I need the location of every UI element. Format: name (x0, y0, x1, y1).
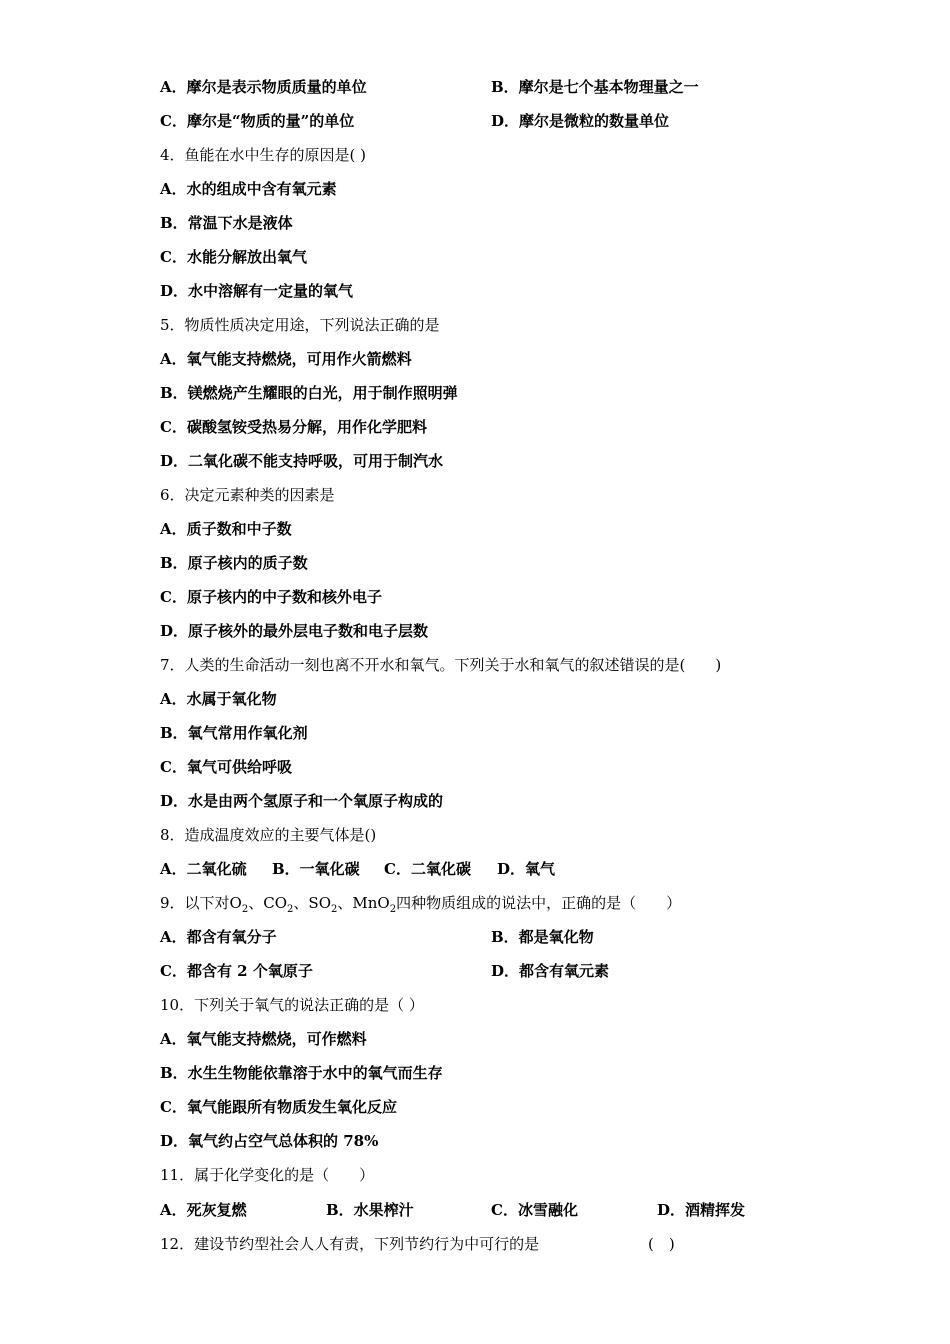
q12-stem-line (160, 1234, 675, 1254)
separator: 、 (248, 894, 264, 912)
q3-option-d: D．摩尔是微粒的数量单位 (491, 112, 670, 130)
q11-option-c: C．冰雪融化 (491, 1201, 578, 1219)
q6-option-c: C．原子核内的中子数和核外电子 (160, 588, 382, 606)
q5-option-d: D．二氧化碳不能支持呼吸，可用于制汽水 (160, 452, 444, 470)
q7-stem: 7．人类的生命活动一刻也离不开水和氧气。下列关于水和氧气的叙述错误的是( ) (160, 656, 722, 674)
q12-stem: 12．建设节约型社会人人有责，下列节约行为中可行的是 (160, 1235, 540, 1253)
q5-option-a: A．氧气能支持燃烧，可用作火箭燃料 (160, 350, 412, 368)
q8-option-c: C．二氧化碳 (384, 860, 471, 878)
formula-o2: $O_2$ (229, 894, 249, 915)
q8-option-a: A．二氧化硫 (160, 860, 247, 878)
q4-stem: 4．鱼能在水中生存的原因是( ) (160, 146, 367, 164)
q5-option-b: B．镁燃烧产生耀眼的白光，用于制作照明弹 (160, 384, 458, 402)
q5-option-c: C．碳酸氢铵受热易分解，用作化学肥料 (160, 418, 427, 436)
q11-option-a: A．死灰复燃 (160, 1201, 247, 1219)
q4-option-d: D．水中溶解有一定量的氧气 (160, 282, 354, 300)
q3-option-a: A．摩尔是表示物质质量的单位 (160, 78, 367, 96)
q6-option-d: D．原子核外的最外层电子数和电子层数 (160, 622, 429, 640)
formula-mno2: MnO$_2$ (352, 894, 397, 915)
q9-stem-suffix: 四种物质组成的说法中，正确的是（ ） (396, 894, 682, 912)
q9-option-a: A．都含有氧分子 (160, 928, 277, 946)
q6-option-b: B．原子核内的质子数 (160, 554, 308, 572)
q8-option-b: B．一氧化碳 (272, 860, 360, 878)
q9-option-c: C．都含有 2 个氧原子 (160, 962, 313, 980)
separator: 、 (293, 894, 309, 912)
q8-stem: 8．造成温度效应的主要气体是() (160, 826, 377, 844)
q11-option-b: B．水果榨汁 (326, 1201, 414, 1219)
q9-option-b: B．都是氧化物 (491, 928, 594, 946)
q10-option-c: C．氧气能跟所有物质发生氧化反应 (160, 1098, 397, 1116)
q3-option-c: C．摩尔是“物质的量”的单位 (160, 112, 355, 130)
q9-option-row-1 (160, 927, 594, 947)
q10-option-d: D．氧气约占空气总体积的 78% (160, 1132, 379, 1150)
q5-stem: 5．物质性质决定用途，下列说法正确的是 (160, 316, 440, 334)
q6-option-a: A．质子数和中子数 (160, 520, 292, 538)
q12-answer-paren: ( ) (648, 1235, 675, 1253)
formula-so2: $SO_2$ (308, 894, 338, 915)
separator: 、 (337, 894, 353, 912)
q7-option-a: A．水属于氧化物 (160, 690, 277, 708)
q10-option-b: B．水生生物能依靠溶于水中的氧气而生存 (160, 1064, 443, 1082)
q4-option-a: A．水的组成中含有氧元素 (160, 180, 337, 198)
q3-option-row-1 (160, 77, 699, 97)
q9-stem (160, 893, 681, 913)
q11-option-d: D．酒精挥发 (657, 1201, 746, 1219)
q7-option-c: C．氧气可供给呼吸 (160, 758, 292, 776)
q9-option-d: D．都含有氧元素 (491, 962, 610, 980)
q7-option-d: D．水是由两个氢原子和一个氧原子构成的 (160, 792, 444, 810)
q10-option-a: A．氧气能支持燃烧，可作燃料 (160, 1030, 367, 1048)
q4-option-b: B．常温下水是液体 (160, 214, 293, 232)
q4-option-c: C．水能分解放出氧气 (160, 248, 307, 266)
q6-stem: 6．决定元素种类的因素是 (160, 486, 335, 504)
q3-option-row-2 (160, 111, 670, 131)
formula-co2: $CO_2$ (263, 894, 294, 915)
q10-stem: 10．下列关于氧气的说法正确的是（ ） (160, 996, 424, 1014)
q11-stem: 11．属于化学变化的是（ ） (160, 1166, 375, 1184)
q7-option-b: B．氧气常用作氧化剂 (160, 724, 308, 742)
q9-option-row-2 (160, 961, 610, 981)
q3-option-b: B．摩尔是七个基本物理量之一 (491, 78, 699, 96)
q9-stem-prefix: 9．以下对 (160, 894, 230, 912)
q8-option-d: D．氧气 (497, 860, 556, 878)
